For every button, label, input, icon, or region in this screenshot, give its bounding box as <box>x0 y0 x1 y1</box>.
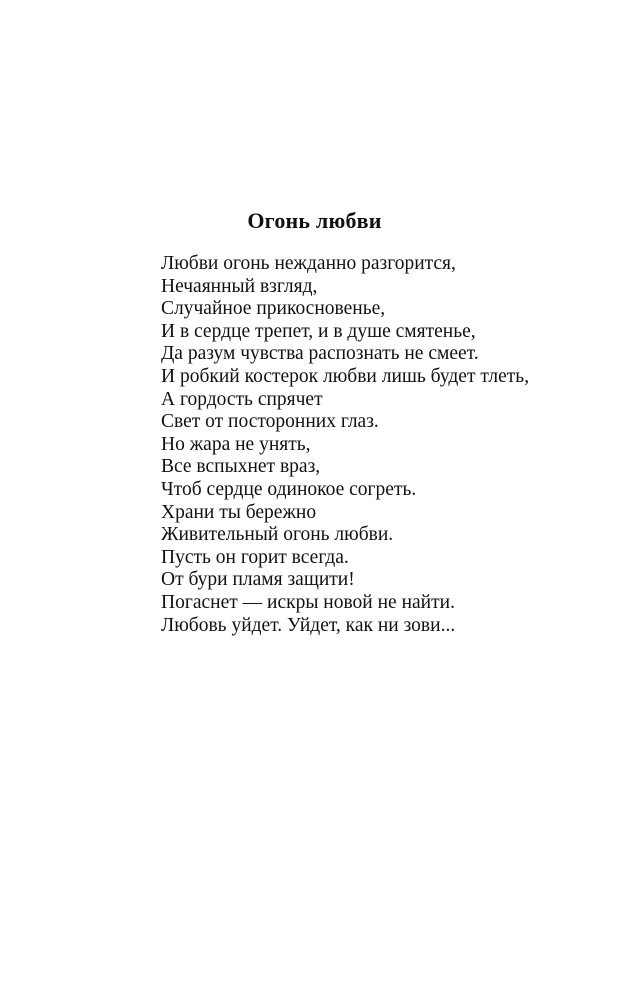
poem-line: Любви огонь нежданно разгорится, <box>161 253 456 274</box>
poem-line: Но жара не унять, <box>161 433 311 455</box>
poem-line: От бури пламя защити! <box>161 569 355 591</box>
poem-line: Храни ты бережно <box>161 501 317 523</box>
poem-line: Чтоб сердце одинокое согреть. <box>161 478 417 500</box>
poem-title-text: Огонь любви <box>247 208 382 233</box>
poem-line: Любовь уйдет. Уйдет, как ни зови... <box>161 614 456 636</box>
poem-body <box>161 253 529 637</box>
poem-line: Все вспыхнет враз, <box>161 456 321 478</box>
poem-line: Нечаянный взгляд, <box>161 275 318 297</box>
poem-line: Погаснет — искры новой не найти. <box>161 591 455 613</box>
poem-line: Живительный огонь любви. <box>161 524 394 546</box>
poem-line: И в сердце трепет, и в душе смятенье, <box>161 320 476 342</box>
poem-line: Да разум чувства распознать не смеет. <box>161 343 479 365</box>
poem-title <box>0 206 619 236</box>
poem-line: Свет от посторонних глаз. <box>161 411 379 433</box>
poem-line: Случайное прикосновенье, <box>161 298 386 320</box>
poem-line: Пусть он горит всегда. <box>161 546 349 568</box>
poem-line: А гордость спрячет <box>161 388 323 410</box>
poem-line: И робкий костерок любви лишь будет тлеть, <box>161 365 530 387</box>
